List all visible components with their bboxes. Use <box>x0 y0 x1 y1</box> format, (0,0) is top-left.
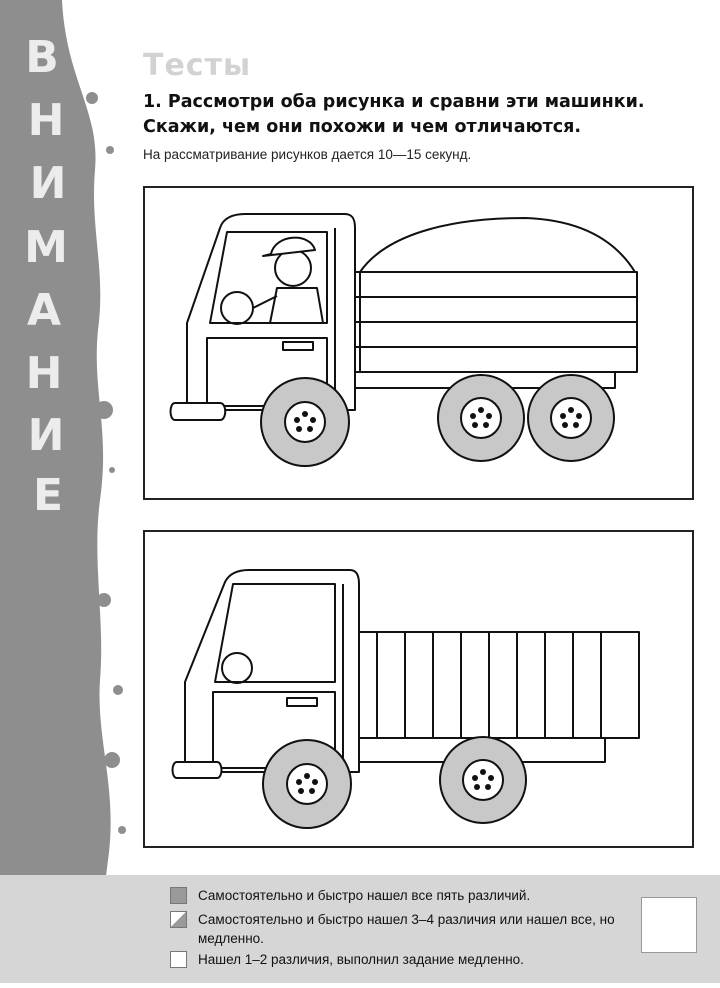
score-box[interactable] <box>641 897 697 953</box>
legend-text: Самостоятельно и быстро нашел 3–4 различия или нашел все, но медленно. <box>198 912 615 946</box>
sidebar-letter: Н <box>27 95 65 146</box>
task-question: 1. Рассмотри оба рисунка и сравни эти машинки. Скажи, чем они похожи и чем отличаются. <box>143 92 645 137</box>
picture-frame-1 <box>143 186 694 500</box>
sidebar-letter: В <box>25 32 59 83</box>
section-title: Тесты <box>143 48 252 83</box>
empty-square-icon <box>170 951 187 968</box>
task-hint: На рассматривание рисунков дается 10—15 секунд. <box>143 147 472 162</box>
sidebar-letter: А <box>26 285 62 336</box>
legend-item-all-differences <box>170 886 618 905</box>
side-banner <box>0 0 130 983</box>
sidebar-letter: М <box>24 222 68 273</box>
assessment-legend <box>0 875 720 983</box>
legend-item-few-differences <box>170 950 618 969</box>
sidebar-letter: И <box>29 158 67 209</box>
legend-item-some-differences <box>170 910 618 948</box>
empty-truck-illustration <box>145 532 692 846</box>
half-filled-square-icon <box>170 911 187 928</box>
filled-square-icon <box>170 887 187 904</box>
legend-text: Самостоятельно и быстро нашел все пять различий. <box>198 888 531 903</box>
picture-frame-2 <box>143 530 694 848</box>
sidebar-letter: Е <box>32 470 64 521</box>
sidebar-letter: Н <box>25 348 63 399</box>
truck-with-driver-illustration <box>145 188 692 498</box>
legend-text: Нашел 1–2 различия, выполнил задание медленно. <box>198 952 524 967</box>
sidebar-letter: И <box>27 410 65 461</box>
